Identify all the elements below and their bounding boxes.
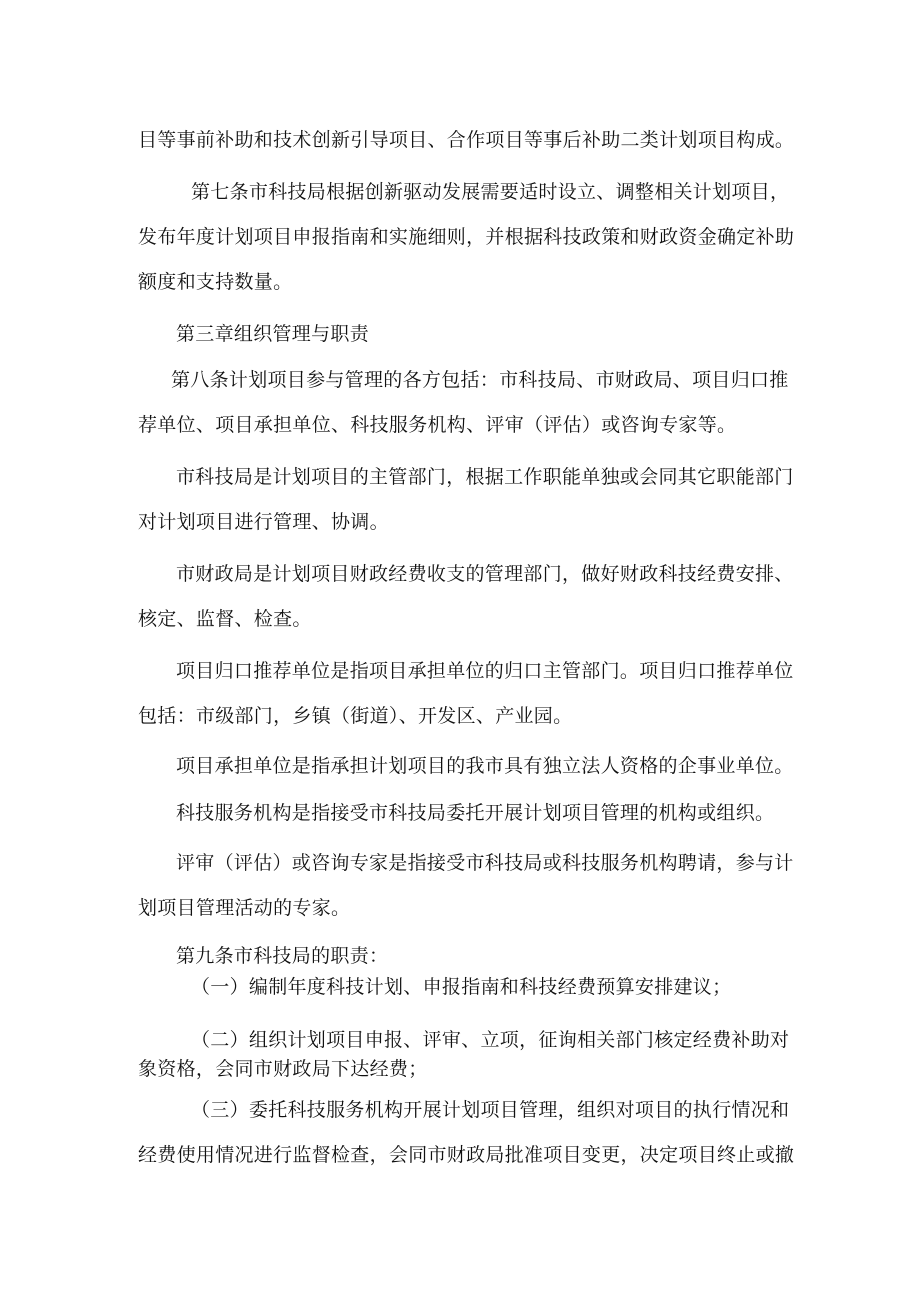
text-line: 目等事前补助和技术创新引导项目、合作项目等事后补助二类计划项目构成。 xyxy=(138,129,795,151)
article-heading: 第九条市科技局的职责： xyxy=(176,945,389,967)
text-line: 科技服务机构是指接受市科技局委托开展计划项目管理的机构或组织。 xyxy=(176,802,775,824)
text-line: 经费使用情况进行监督检查，会同市财政局批准项目变更，决定项目终止或撤 xyxy=(138,1144,795,1166)
text-line: 荐单位、项目承担单位、科技服务机构、评审（评估）或咨询专家等。 xyxy=(138,414,737,436)
text-line: 发布年度计划项目申报指南和实施细则，并根据科技政策和财政资金确定补助 xyxy=(138,226,795,248)
text-line: 包括：市级部门，乡镇（街道）、开发区、产业园。 xyxy=(138,705,573,727)
list-item: （一）编制年度科技计划、申报指南和科技经费预算安排建议； xyxy=(191,976,732,998)
text-line: 第七条市科技局根据创新驱动发展需要适时设立、调整相关计划项目， xyxy=(191,181,790,203)
text-line: 象资格，会同市财政局下达经费； xyxy=(138,1058,428,1080)
text-line: 核定、监督、检查。 xyxy=(138,608,312,630)
text-line: 项目归口推荐单位是指项目承担单位的归口主管部门。项目归口推荐单位 xyxy=(176,660,794,682)
chapter-heading: 第三章组织管理与职责 xyxy=(176,323,370,345)
text-line: 对计划项目进行管理、协调。 xyxy=(138,511,389,533)
text-line: 划项目管理活动的专家。 xyxy=(138,897,351,919)
text-line: 评审（评估）或咨询专家是指接受市科技局或科技服务机构聘请，参与计 xyxy=(176,852,794,874)
text-line: 第八条计划项目参与管理的各方包括：市科技局、市财政局、项目归口推 xyxy=(171,369,789,391)
text-line: 额度和支持数量。 xyxy=(138,271,293,293)
text-line: 项目承担单位是指承担计划项目的我市具有独立法人资格的企事业单位。 xyxy=(176,755,794,777)
text-line: 市科技局是计划项目的主管部门，根据工作职能单独或会同其它职能部门 xyxy=(176,466,794,488)
text-line: 市财政局是计划项目财政经费收支的管理部门，做好财政科技经费安排、 xyxy=(176,563,794,585)
list-item: （二）组织计划项目申报、评审、立项，征询相关部门核定经费补助对 xyxy=(191,1029,790,1051)
list-item: （三）委托科技服务机构开展计划项目管理，组织对项目的执行情况和 xyxy=(191,1099,790,1121)
